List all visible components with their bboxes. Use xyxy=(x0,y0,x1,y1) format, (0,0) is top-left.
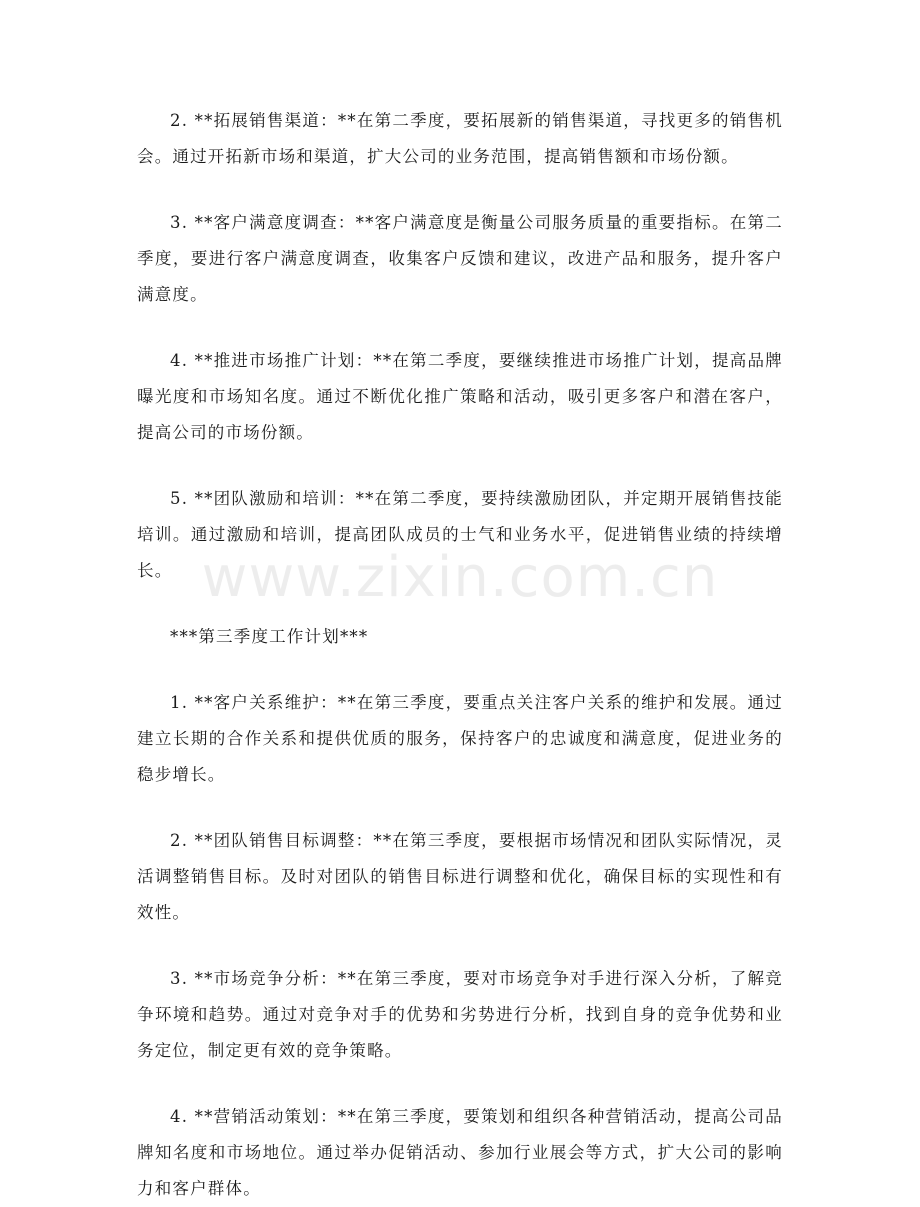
paragraph-competition-analysis: 3. **市场竞争分析：**在第三季度，要对市场竞争对手进行深入分析，了解竞争环境和趋势。通过对竞争对手的优势和劣势进行分析，找到自身的竞争优势和业务定位，制定更有效的竞争策略。 xyxy=(137,969,783,1060)
paragraph-marketing-campaign: 4. **营销活动策划：**在第三季度，要策划和组织各种营销活动，提高公司品牌知名度和市场地位。通过举办促销活动、参加行业展会等方式，扩大公司的影响力和客户群体。 xyxy=(137,1107,783,1198)
paragraph-customer-relationship: 1. **客户关系维护：**在第三季度，要重点关注客户关系的维护和发展。通过建立长期的合作关系和提供优质的服务，保持客户的忠诚度和满意度，促进业务的稳步增长。 xyxy=(137,693,783,784)
paragraph-market-promotion-plan: 4. **推进市场推广计划：**在第二季度，要继续推进市场推广计划，提高品牌曝光度和市场知名度。通过不断优化推广策略和活动，吸引更多客户和潜在客户，提高公司的市场份额。 xyxy=(137,351,783,442)
paragraph-sales-target-adjustment: 2. **团队销售目标调整：**在第三季度，要根据市场情况和团队实际情况，灵活调整销售目标。及时对团队的销售目标进行调整和优化，确保目标的实现性和有效性。 xyxy=(137,831,783,922)
paragraph-team-incentive-training: 5. **团队激励和培训：**在第二季度，要持续激励团队，并定期开展销售技能培训。通过激励和培训，提高团队成员的士气和业务水平，促进销售业绩的持续增长。 xyxy=(137,489,783,580)
paragraph-customer-satisfaction-survey: 3. **客户满意度调查：**客户满意度是衡量公司服务质量的重要指标。在第二季度，要进行客户满意度调查，收集客户反馈和建议，改进产品和服务，提升客户满意度。 xyxy=(137,213,783,304)
paragraph-expand-sales-channels: 2. **拓展销售渠道：**在第二季度，要拓展新的销售渠道，寻找更多的销售机会。通过开拓新市场和渠道，扩大公司的业务范围，提高销售额和市场份额。 xyxy=(137,111,783,166)
section-heading-q3-plan: ***第三季度工作计划*** xyxy=(170,627,369,646)
watermark-text: www.zixin.com.cn xyxy=(201,545,719,610)
